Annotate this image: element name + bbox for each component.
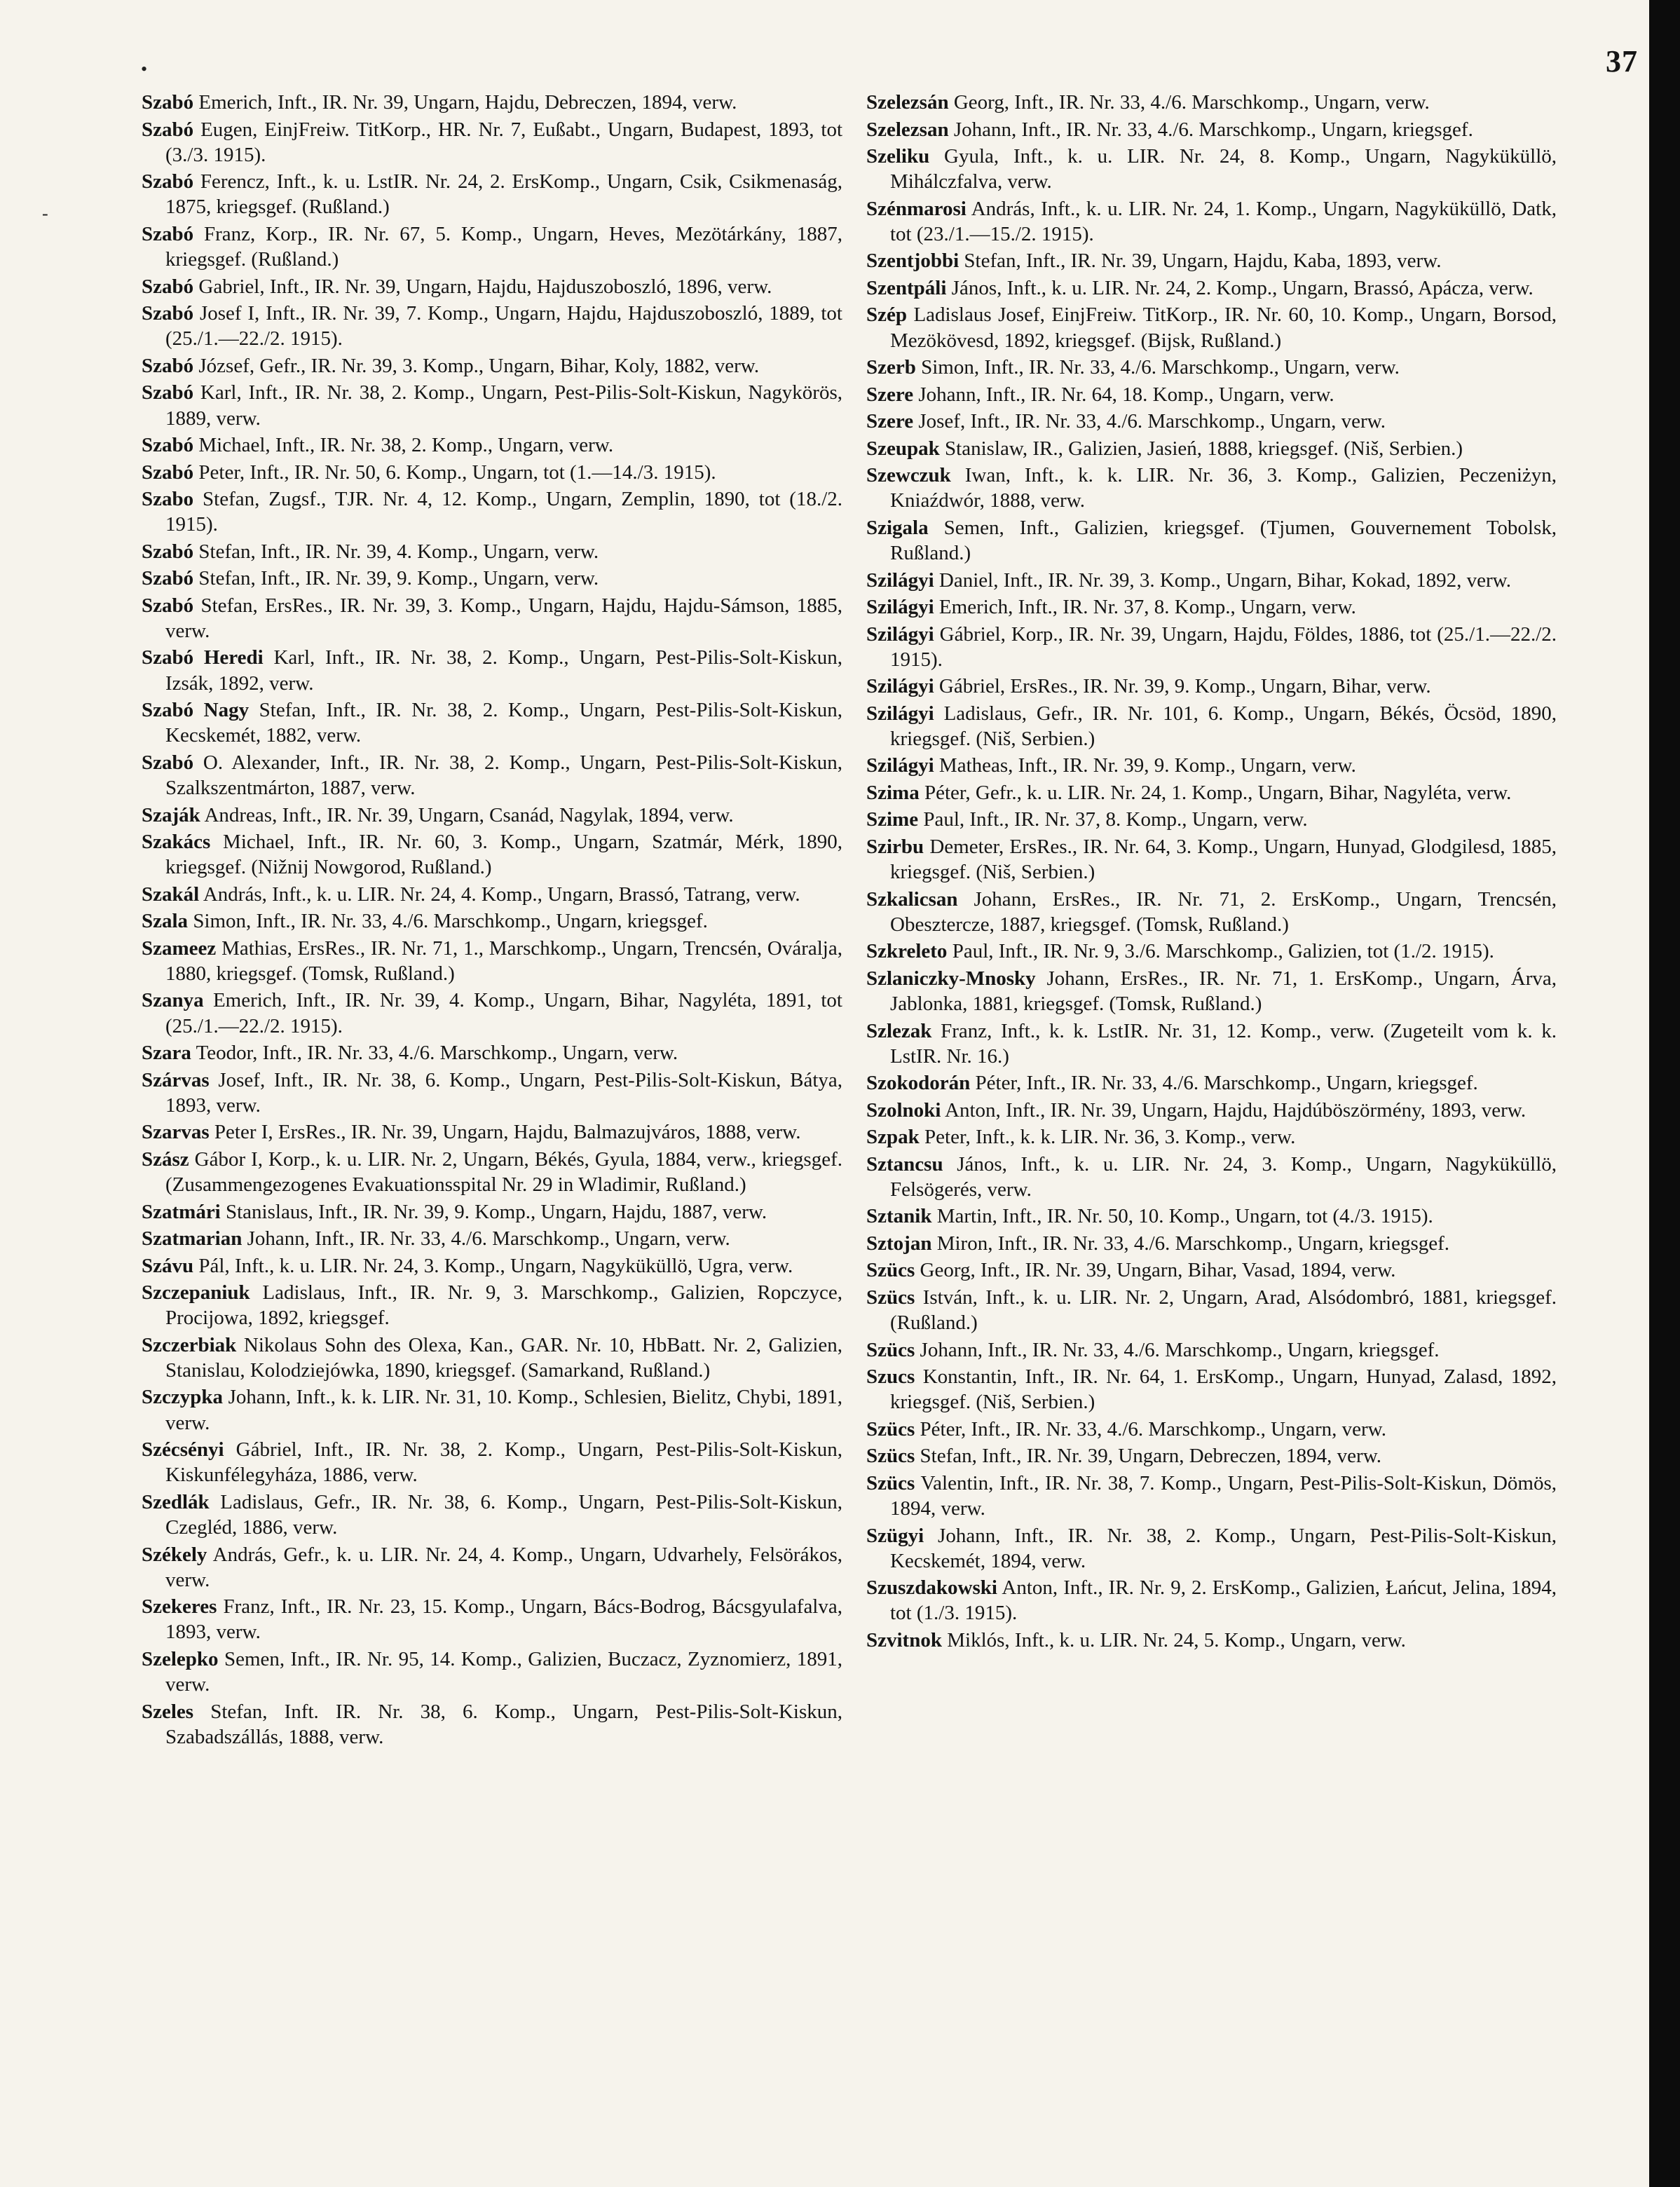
entry-surname: Szabó [142,354,194,377]
entry-surname: Szelezsan [866,118,949,141]
casualty-entry [142,1333,842,1383]
entry-details: Georg, Inft., IR. Nr. 33, 4./6. Marschkomp., Ungarn, verw. [953,91,1430,114]
entry-surname: Szpak [866,1126,920,1149]
entry-surname: Szentpáli [866,276,947,299]
entry-surname: Szelepko [142,1647,219,1670]
casualty-entry [866,753,1557,778]
entry-surname: Szügyi [866,1524,924,1547]
casualty-entry [142,169,842,219]
entry-details: Emerich, Inft., IR. Nr. 39, Ungarn, Hajdu, Debreczen, 1894, verw. [198,91,737,114]
entry-surname: Szabó [142,461,194,484]
casualty-entry [866,568,1557,593]
entry-surname: Szabó [142,540,194,563]
casualty-entry [142,750,842,800]
casualty-entry [866,409,1557,434]
entry-surname: Szokodorán [866,1072,971,1095]
entry-surname: Szarvas [142,1121,210,1144]
entry-surname: Szilágyi [866,596,934,619]
casualty-entry [866,1070,1557,1096]
entry-surname: Szkalicsan [866,887,958,911]
casualty-entry [866,780,1557,805]
casualty-entry [142,1437,842,1487]
entry-details: Gyula, Inft., k. u. LIR. Nr. 24, 8. Komp., Ungarn, Nagyküküllö, Mihálczfalva, verw. [890,145,1557,193]
entry-details: Péter, Inft., IR. Nr. 33, 4./6. Marschkomp., Ungarn, kriegsgef. [975,1072,1478,1095]
entry-details: János, Inft., k. u. LIR. Nr. 24, 3. Komp., Ungarn, Nagyküküllö, Felsögerés, verw. [890,1152,1557,1201]
casualty-entry [866,1124,1557,1150]
casualty-entry [866,701,1557,751]
casualty-entry [866,248,1557,273]
casualty-entry [142,1542,842,1593]
casualty-entry [142,1384,842,1435]
entry-details: József, Gefr., IR. Nr. 39, 3. Komp., Ungarn, Bihar, Koly, 1882, verw. [198,354,760,377]
entry-details: Emerich, Inft., IR. Nr. 39, 4. Komp., Ungarn, Bihar, Nagyléta, 1891, tot (25./1.—22./2. 1915). [165,989,842,1037]
entry-surname: Szabó [142,170,194,193]
entry-surname: Szabó [142,434,194,457]
casualty-entry [866,966,1557,1016]
entry-details: Stefan, Inft., IR. Nr. 38, 2. Komp., Ungarn, Pest-Pilis-Solt-Kiskun, Kecskemét, 1882, verw. [165,699,842,747]
casualty-entry [142,117,842,168]
entry-surname: Szekeres [142,1595,217,1619]
entry-details: Johann, ErsRes., IR. Nr. 71, 1. ErsKomp., Ungarn, Árva, Jablonka, 1881, kriegsgef. (Tomsk, Rußland.) [890,967,1557,1016]
entry-surname: Szatmarian [142,1227,243,1251]
casualty-entry [866,594,1557,620]
entry-surname: Szabó Heredi [142,646,264,669]
entry-surname: Szász [142,1147,189,1171]
casualty-entry [866,1337,1557,1363]
entry-details: Michael, Inft., IR. Nr. 38, 2. Komp., Ungarn, verw. [198,434,614,457]
entry-surname: Szara [142,1042,191,1065]
entry-details: Franz, Inft., k. k. LstIR. Nr. 31, 12. Komp., verw. (Zugeteilt vom k. k. LstIR. Nr. 16.) [890,1019,1557,1068]
entry-details: Johann, Inft., IR. Nr. 33, 4./6. Marschkomp., Ungarn, verw. [247,1227,730,1251]
entry-surname: Szewczuk [866,464,951,487]
entry-details: Valentin, Inft., IR. Nr. 38, 7. Komp., Ungarn, Pest-Pilis-Solt-Kiskun, Dömös, 1894, verw. [890,1471,1557,1520]
casualty-entry [866,1098,1557,1123]
casualty-entry [866,463,1557,513]
entry-details: András, Inft., k. u. LIR. Nr. 24, 1. Komp., Ungarn, Nagyküküllö, Datk, tot (23./1.—15./2. 1915). [890,197,1557,245]
casualty-entry [866,1471,1557,1521]
entry-details: Franz, Korp., IR. Nr. 67, 5. Komp., Ungarn, Heves, Mezötárkány, 1887, kriegsgef. (Rußland.) [165,222,842,271]
entry-surname: Szala [142,910,189,933]
entry-details: Pál, Inft., k. u. LIR. Nr. 24, 3. Komp., Ungarn, Nagyküküllö, Ugra, verw. [198,1254,793,1277]
entry-surname: Szabó [142,751,194,774]
entry-surname: Szakács [142,831,211,854]
entry-surname: Szávu [142,1254,194,1277]
entry-surname: Szime [866,808,919,831]
entry-surname: Szaják [142,803,200,826]
entry-surname: Szkreleto [866,940,948,963]
entry-surname: Szabó Nagy [142,699,250,722]
entry-details: Semen, Inft., Galizien, kriegsgef. (Tjumen, Gouvernement Tobolsk, Rußland.) [890,516,1557,565]
entry-details: Semen, Inft., IR. Nr. 95, 14. Komp., Galizien, Buczacz, Zyznomierz, 1891, verw. [165,1647,842,1696]
entry-surname: Sztancsu [866,1152,943,1176]
entry-surname: Szeupak [866,437,940,460]
casualty-entry [142,697,842,748]
entry-details: Péter, Inft., IR. Nr. 33, 4./6. Marschkomp., Ungarn, verw. [920,1417,1386,1440]
entry-surname: Szabó [142,381,194,404]
casualty-entry [142,1119,842,1145]
casualty-entry [142,90,842,115]
casualty-entry [866,1204,1557,1229]
entry-surname: Szárvas [142,1068,210,1091]
casualty-entry [142,1280,842,1330]
entry-details: Anton, Inft., IR. Nr. 9, 2. ErsKomp., Galizien, Łańcut, Jelina, 1894, tot (1./3. 1915). [890,1576,1557,1625]
entry-surname: Szilágyi [866,568,934,592]
entry-details: Mathias, ErsRes., IR. Nr. 71, 1., Marschkomp., Ungarn, Trencsén, Ováralja, 1880, kriegsgef. (Tomsk, Rußland.) [165,936,842,985]
casualty-entry [142,380,842,430]
entry-surname: Szücs [866,1338,915,1361]
entry-details: Josef, Inft., IR. Nr. 33, 4./6. Marschkomp., Ungarn, verw. [918,410,1386,433]
entry-surname: Szvitnok [866,1628,942,1651]
casualty-entry [866,622,1557,672]
casualty-entry [866,515,1557,566]
entry-details: Ladislaus, Gefr., IR. Nr. 101, 6. Komp., Ungarn, Békés, Öcsöd, 1890, kriegsgef. (Niš, Serbien.) [890,702,1557,750]
entry-details: Karl, Inft., IR. Nr. 38, 2. Komp., Ungarn, Pest-Pilis-Solt-Kiskun, Izsák, 1892, verw. [165,646,842,695]
casualty-entry [866,196,1557,247]
casualty-entry [142,460,842,485]
entry-details: Daniel, Inft., IR. Nr. 39, 3. Komp., Ungarn, Bihar, Kokad, 1892, verw. [938,568,1511,592]
entry-details: Michael, Inft., IR. Nr. 60, 3. Komp., Ungarn, Szatmár, Mérk, 1890, kriegsgef. (Nižnij Nowgorod, Rußland.) [165,831,843,879]
casualty-entry [142,936,842,986]
casualty-entry [866,382,1557,407]
casualty-entry [142,908,842,934]
casualty-entry [142,988,842,1038]
entry-surname: Szücs [866,1445,915,1468]
entry-details: Ladislaus, Inft., IR. Nr. 9, 3. Marschkomp., Galizien, Ropczyce, Procijowa, 1892, kriegsgef. [165,1281,843,1330]
entry-details: Teodor, Inft., IR. Nr. 33, 4./6. Marschkomp., Ungarn, verw. [196,1042,678,1065]
entry-surname: Szabó [142,302,194,325]
entry-surname: Szczepaniuk [142,1281,250,1304]
entry-details: Gábriel, ErsRes., IR. Nr. 39, 9. Komp., Ungarn, Bihar, verw. [938,675,1431,698]
entry-details: Peter, Inft., k. k. LIR. Nr. 36, 3. Komp., verw. [924,1126,1296,1149]
casualty-entry [142,1490,842,1540]
casualty-entry [866,302,1557,353]
entry-details: Péter, Gefr., k. u. LIR. Nr. 24, 1. Komp., Ungarn, Bihar, Nagyléta, verw. [924,781,1512,804]
entry-surname: Szücs [866,1417,915,1440]
entry-details: Ladislaus Josef, EinjFreiw. TitKorp., IR. Nr. 60, 10. Komp., Ungarn, Borsod, Mezökövesd, 1892, kriegsgef. (Bijsk, Rußland.) [890,304,1557,352]
casualty-entry [142,274,842,299]
entry-surname: Szabó [142,567,194,590]
entry-details: Johann, Inft., IR. Nr. 64, 18. Komp., Ungarn, verw. [918,383,1334,406]
entry-details: Miklós, Inft., k. u. LIR. Nr. 24, 5. Komp., Ungarn, verw. [947,1628,1406,1651]
entry-surname: Szerb [866,356,916,379]
casualty-entry [142,539,842,564]
entry-details: Stanislaw, IR., Galizien, Jasień, 1888, kriegsgef. (Niš, Serbien.) [945,437,1463,460]
entry-surname: Sztojan [866,1232,932,1255]
casualty-entry [866,939,1557,964]
entry-surname: Szücs [866,1259,915,1282]
entry-details: Stanislaus, Inft., IR. Nr. 39, 9. Komp., Ungarn, Hajdu, 1887, verw. [226,1200,767,1223]
entry-details: Demeter, ErsRes., IR. Nr. 64, 3. Komp., Ungarn, Hunyad, Glodgilesd, 1885, kriegsgef. (Niš, Serbien.) [890,835,1557,884]
entry-details: Stefan, Inft., IR. Nr. 39, 4. Komp., Ungarn, verw. [198,540,599,563]
entry-details: Stefan, Inft. IR. Nr. 38, 6. Komp., Ungarn, Pest-Pilis-Solt-Kiskun, Szabadszállás, 1888, verw. [165,1700,843,1748]
casualty-entry [142,1594,842,1644]
entry-details: Nikolaus Sohn des Olexa, Kan., GAR. Nr. 10, HbBatt. Nr. 2, Galizien, Stanislau, Kolodziejówka, 1890, kriegsgef. (Samarkand, Rußland.) [165,1333,842,1382]
entry-surname: Szlezak [866,1019,932,1042]
casualty-entry [142,1068,842,1118]
entry-details: István, Inft., k. u. LIR. Nr. 2, Ungarn, Arad, Alsódombró, 1881, kriegsgef. (Rußland.) [890,1286,1557,1335]
casualty-entry [866,1523,1557,1574]
entry-details: Stefan, Inft., IR. Nr. 39, Ungarn, Hajdu, Kaba, 1893, verw. [964,250,1442,273]
casualty-entry [866,1443,1557,1469]
entry-surname: Szilágyi [866,754,934,777]
entry-details: Gábriel, Korp., IR. Nr. 39, Ungarn, Hajdu, Földes, 1886, tot (25./1.—22./2. 1915). [890,622,1557,671]
casualty-entry [866,1258,1557,1283]
entry-surname: Szilágyi [866,702,934,725]
entry-details: Paul, Inft., IR. Nr. 37, 8. Komp., Ungarn, verw. [923,808,1308,831]
entry-details: Georg, Inft., IR. Nr. 39, Ungarn, Bihar, Vasad, 1894, verw. [920,1259,1396,1282]
entry-details: Eugen, EinjFreiw. TitKorp., HR. Nr. 7, Eußabt., Ungarn, Budapest, 1893, tot (3./3. 1915). [165,118,843,166]
casualty-entry [142,486,842,537]
entry-details: Gábor I, Korp., k. u. LIR. Nr. 2, Ungarn, Békés, Gyula, 1884, verw., kriegsgef. (Zusammengezogenes Evakuationsspital Nr. 29 in Wladimir, Rußland.) [165,1147,842,1197]
entry-details: Johann, ErsRes., IR. Nr. 71, 2. ErsKomp., Ungarn, Trencsén, Obesztercze, 1887, kriegsgef. (Tomsk, Rußland.) [890,887,1557,936]
casualty-entry [142,301,842,351]
entry-surname: Szuszdakowski [866,1576,997,1600]
casualty-entry [866,275,1557,301]
casualty-entry [142,1226,842,1251]
entry-surname: Szczypka [142,1386,223,1409]
casualty-entry [866,1575,1557,1626]
casualty-entry [866,1364,1557,1415]
entry-surname: Szameez [142,936,217,960]
entry-details: Ferencz, Inft., k. u. LstIR. Nr. 24, 2. ErsKomp., Ungarn, Csik, Csikmenaság, 1875, kriegsgef. (Rußland.) [165,170,842,219]
entry-details: András, Gefr., k. u. LIR. Nr. 24, 4. Komp., Ungarn, Udvarhely, Felsörákos, verw. [165,1543,842,1591]
casualty-entry [142,432,842,458]
entry-surname: Szedlák [142,1490,210,1513]
entry-details: Stefan, Inft., IR. Nr. 39, 9. Komp., Ungarn, verw. [198,567,599,590]
entry-surname: Szabó [142,275,194,298]
casualty-entry [142,353,842,379]
margin-dash: - [42,203,48,224]
entry-details: Karl, Inft., IR. Nr. 38, 2. Komp., Ungarn, Pest-Pilis-Solt-Kiskun, Nagykörös, 1889, verw. [165,381,842,430]
entry-surname: Szima [866,781,920,804]
entry-details: Anton, Inft., IR. Nr. 39, Ungarn, Hajdu, Hajdúböszörmény, 1893, verw. [945,1098,1527,1122]
entry-details: Matheas, Inft., IR. Nr. 39, 9. Komp., Ungarn, verw. [938,754,1356,777]
casualty-entry [866,887,1557,937]
entry-details: Josef, Inft., IR. Nr. 38, 6. Komp., Ungarn, Pest-Pilis-Solt-Kiskun, Bátya, 1893, verw. [165,1068,843,1117]
entry-surname: Szirbu [866,835,924,858]
casualty-entry [142,1147,842,1197]
entry-surname: Szakál [142,883,200,906]
entry-details: Franz, Inft., IR. Nr. 23, 15. Komp., Ungarn, Bács-Bodrog, Bácsgyulafalva, 1893, verw. [165,1595,842,1644]
casualty-entry [142,1699,842,1750]
entry-surname: Szeles [142,1700,194,1723]
entry-details: Simon, Inft., IR. Nr. 33, 4./6. Marschkomp., Ungarn, kriegsgef. [193,910,708,933]
entry-surname: Szczerbiak [142,1333,237,1356]
entry-details: Iwan, Inft., k. k. LIR. Nr. 36, 3. Komp., Galizien, Peczeniżyn, Kniaźdwór, 1888, verw. [890,464,1557,512]
entry-surname: Szolnoki [866,1098,941,1122]
casualty-entry [866,834,1557,885]
casualty-entry [142,882,842,907]
entry-surname: Szlaniczky-Mnosky [866,967,1036,990]
casualty-entry [866,1231,1557,1256]
entry-surname: Székely [142,1543,207,1566]
entry-details: Gábriel, Inft., IR. Nr. 38, 2. Komp., Ungarn, Pest-Pilis-Solt-Kiskun, Kiskunfélegyháza, 1886, verw. [165,1438,842,1487]
casualty-entry [866,90,1557,115]
entry-details: Stefan, ErsRes., IR. Nr. 39, 3. Komp., Ungarn, Hajdu, Hajdu-Sámson, 1885, verw. [165,594,843,642]
entry-surname: Szabo [142,488,194,511]
entry-surname: Szücs [866,1471,915,1494]
left-column [142,90,842,1751]
casualty-entry [142,1040,842,1065]
entry-surname: Szabó [142,594,194,617]
casualty-entry [142,222,842,272]
casualty-entry [142,593,842,643]
entry-details: János, Inft., k. u. LIR. Nr. 24, 2. Komp., Ungarn, Brassó, Apácza, verw. [951,276,1534,299]
casualty-entry [142,1253,842,1279]
entry-surname: Szigala [866,516,929,539]
casualty-entry [866,1628,1557,1653]
entry-surname: Szere [866,383,914,406]
casualty-entry [866,1285,1557,1335]
entry-details: Peter, Inft., IR. Nr. 50, 6. Komp., Ungarn, tot (1.—14./3. 1915). [198,461,716,484]
casualty-entry [866,117,1557,142]
casualty-entry [142,1199,842,1225]
entry-details: Gabriel, Inft., IR. Nr. 39, Ungarn, Hajdu, Hajduszoboszló, 1896, verw. [198,275,772,298]
entry-surname: Szeliku [866,145,930,168]
right-column [866,90,1557,1654]
entry-surname: Szere [866,410,914,433]
casualty-entry [142,803,842,828]
entry-details: Stefan, Zugsf., TJR. Nr. 4, 12. Komp., Ungarn, Zemplin, 1890, tot (18./2. 1915). [165,488,843,536]
entry-details: O. Alexander, Inft., IR. Nr. 38, 2. Komp., Ungarn, Pest-Pilis-Solt-Kiskun, Szalkszentmárton, 1887, verw. [165,751,842,800]
entry-surname: Szabó [142,91,194,114]
entry-surname: Szilágyi [866,622,934,646]
casualty-entry [866,144,1557,194]
entry-surname: Szatmári [142,1200,221,1223]
casualty-entry [866,355,1557,380]
entry-surname: Szanya [142,989,204,1012]
entry-details: Simon, Inft., IR. Nr. 33, 4./6. Marschkomp., Ungarn, verw. [921,356,1400,379]
entry-surname: Szabó [142,222,194,245]
entry-details: Paul, Inft., IR. Nr. 9, 3./6. Marschkomp., Galizien, tot (1./2. 1915). [952,940,1494,963]
entry-surname: Szücs [866,1286,915,1309]
entry-details: Stefan, Inft., IR. Nr. 39, Ungarn, Debreczen, 1894, verw. [920,1445,1382,1468]
entry-surname: Szelezsán [866,91,949,114]
entry-details: Josef I, Inft., IR. Nr. 39, 7. Komp., Ungarn, Hajdu, Hajduszoboszló, 1889, tot (25./1.—22./2. 1915). [165,302,842,350]
entry-details: Johann, Inft., IR. Nr. 33, 4./6. Marschkomp., Ungarn, kriegsgef. [920,1338,1440,1361]
entry-details: Johann, Inft., IR. Nr. 33, 4./6. Marschkomp., Ungarn, kriegsgef. [953,118,1473,141]
casualty-entry [866,674,1557,699]
entry-details: Konstantin, Inft., IR. Nr. 64, 1. ErsKomp., Ungarn, Hunyad, Zalasd, 1892, kriegsgef. (Niš, Serbien.) [890,1365,1557,1414]
casualty-entry [142,1647,842,1697]
print-speck: • [141,59,148,79]
entry-surname: Szilágyi [866,675,934,698]
entry-surname: Szentjobbi [866,250,959,273]
casualty-entry [142,829,842,880]
casualty-entry [142,645,842,695]
casualty-entry [142,566,842,591]
casualty-entry [866,1152,1557,1202]
entry-surname: Szénmarosi [866,197,967,220]
entry-surname: Szucs [866,1365,915,1389]
entry-details: András, Inft., k. u. LIR. Nr. 24, 4. Komp., Ungarn, Brassó, Tatrang, verw. [203,883,800,906]
casualty-entry [866,1417,1557,1442]
entry-details: Johann, Inft., IR. Nr. 38, 2. Komp., Ungarn, Pest-Pilis-Solt-Kiskun, Kecskemét, 1894, verw. [890,1524,1557,1572]
entry-details: Emerich, Inft., IR. Nr. 37, 8. Komp., Ungarn, verw. [938,596,1356,619]
entry-surname: Szabó [142,118,194,141]
casualty-entry [866,436,1557,461]
entry-details: Ladislaus, Gefr., IR. Nr. 38, 6. Komp., Ungarn, Pest-Pilis-Solt-Kiskun, Czegléd, 1886, verw. [165,1490,842,1539]
entry-details: Johann, Inft., k. k. LIR. Nr. 31, 10. Komp., Schlesien, Bielitz, Chybi, 1891, verw. [165,1386,842,1434]
entry-details: Peter I, ErsRes., IR. Nr. 39, Ungarn, Hajdu, Balmazujváros, 1888, verw. [214,1121,801,1144]
entry-details: Miron, Inft., IR. Nr. 33, 4./6. Marschkomp., Ungarn, kriegsgef. [936,1232,1450,1255]
entry-surname: Szécsényi [142,1438,224,1462]
casualty-entry [866,1018,1557,1069]
entry-details: Andreas, Inft., IR. Nr. 39, Ungarn, Csanád, Nagylak, 1894, verw. [204,803,734,826]
casualty-entry [866,807,1557,832]
page-number: 37 [1606,44,1638,79]
entry-surname: Sztanik [866,1205,932,1228]
entry-details: Martin, Inft., IR. Nr. 50, 10. Komp., Ungarn, tot (4./3. 1915). [936,1205,1433,1228]
entry-surname: Szép [866,304,907,327]
